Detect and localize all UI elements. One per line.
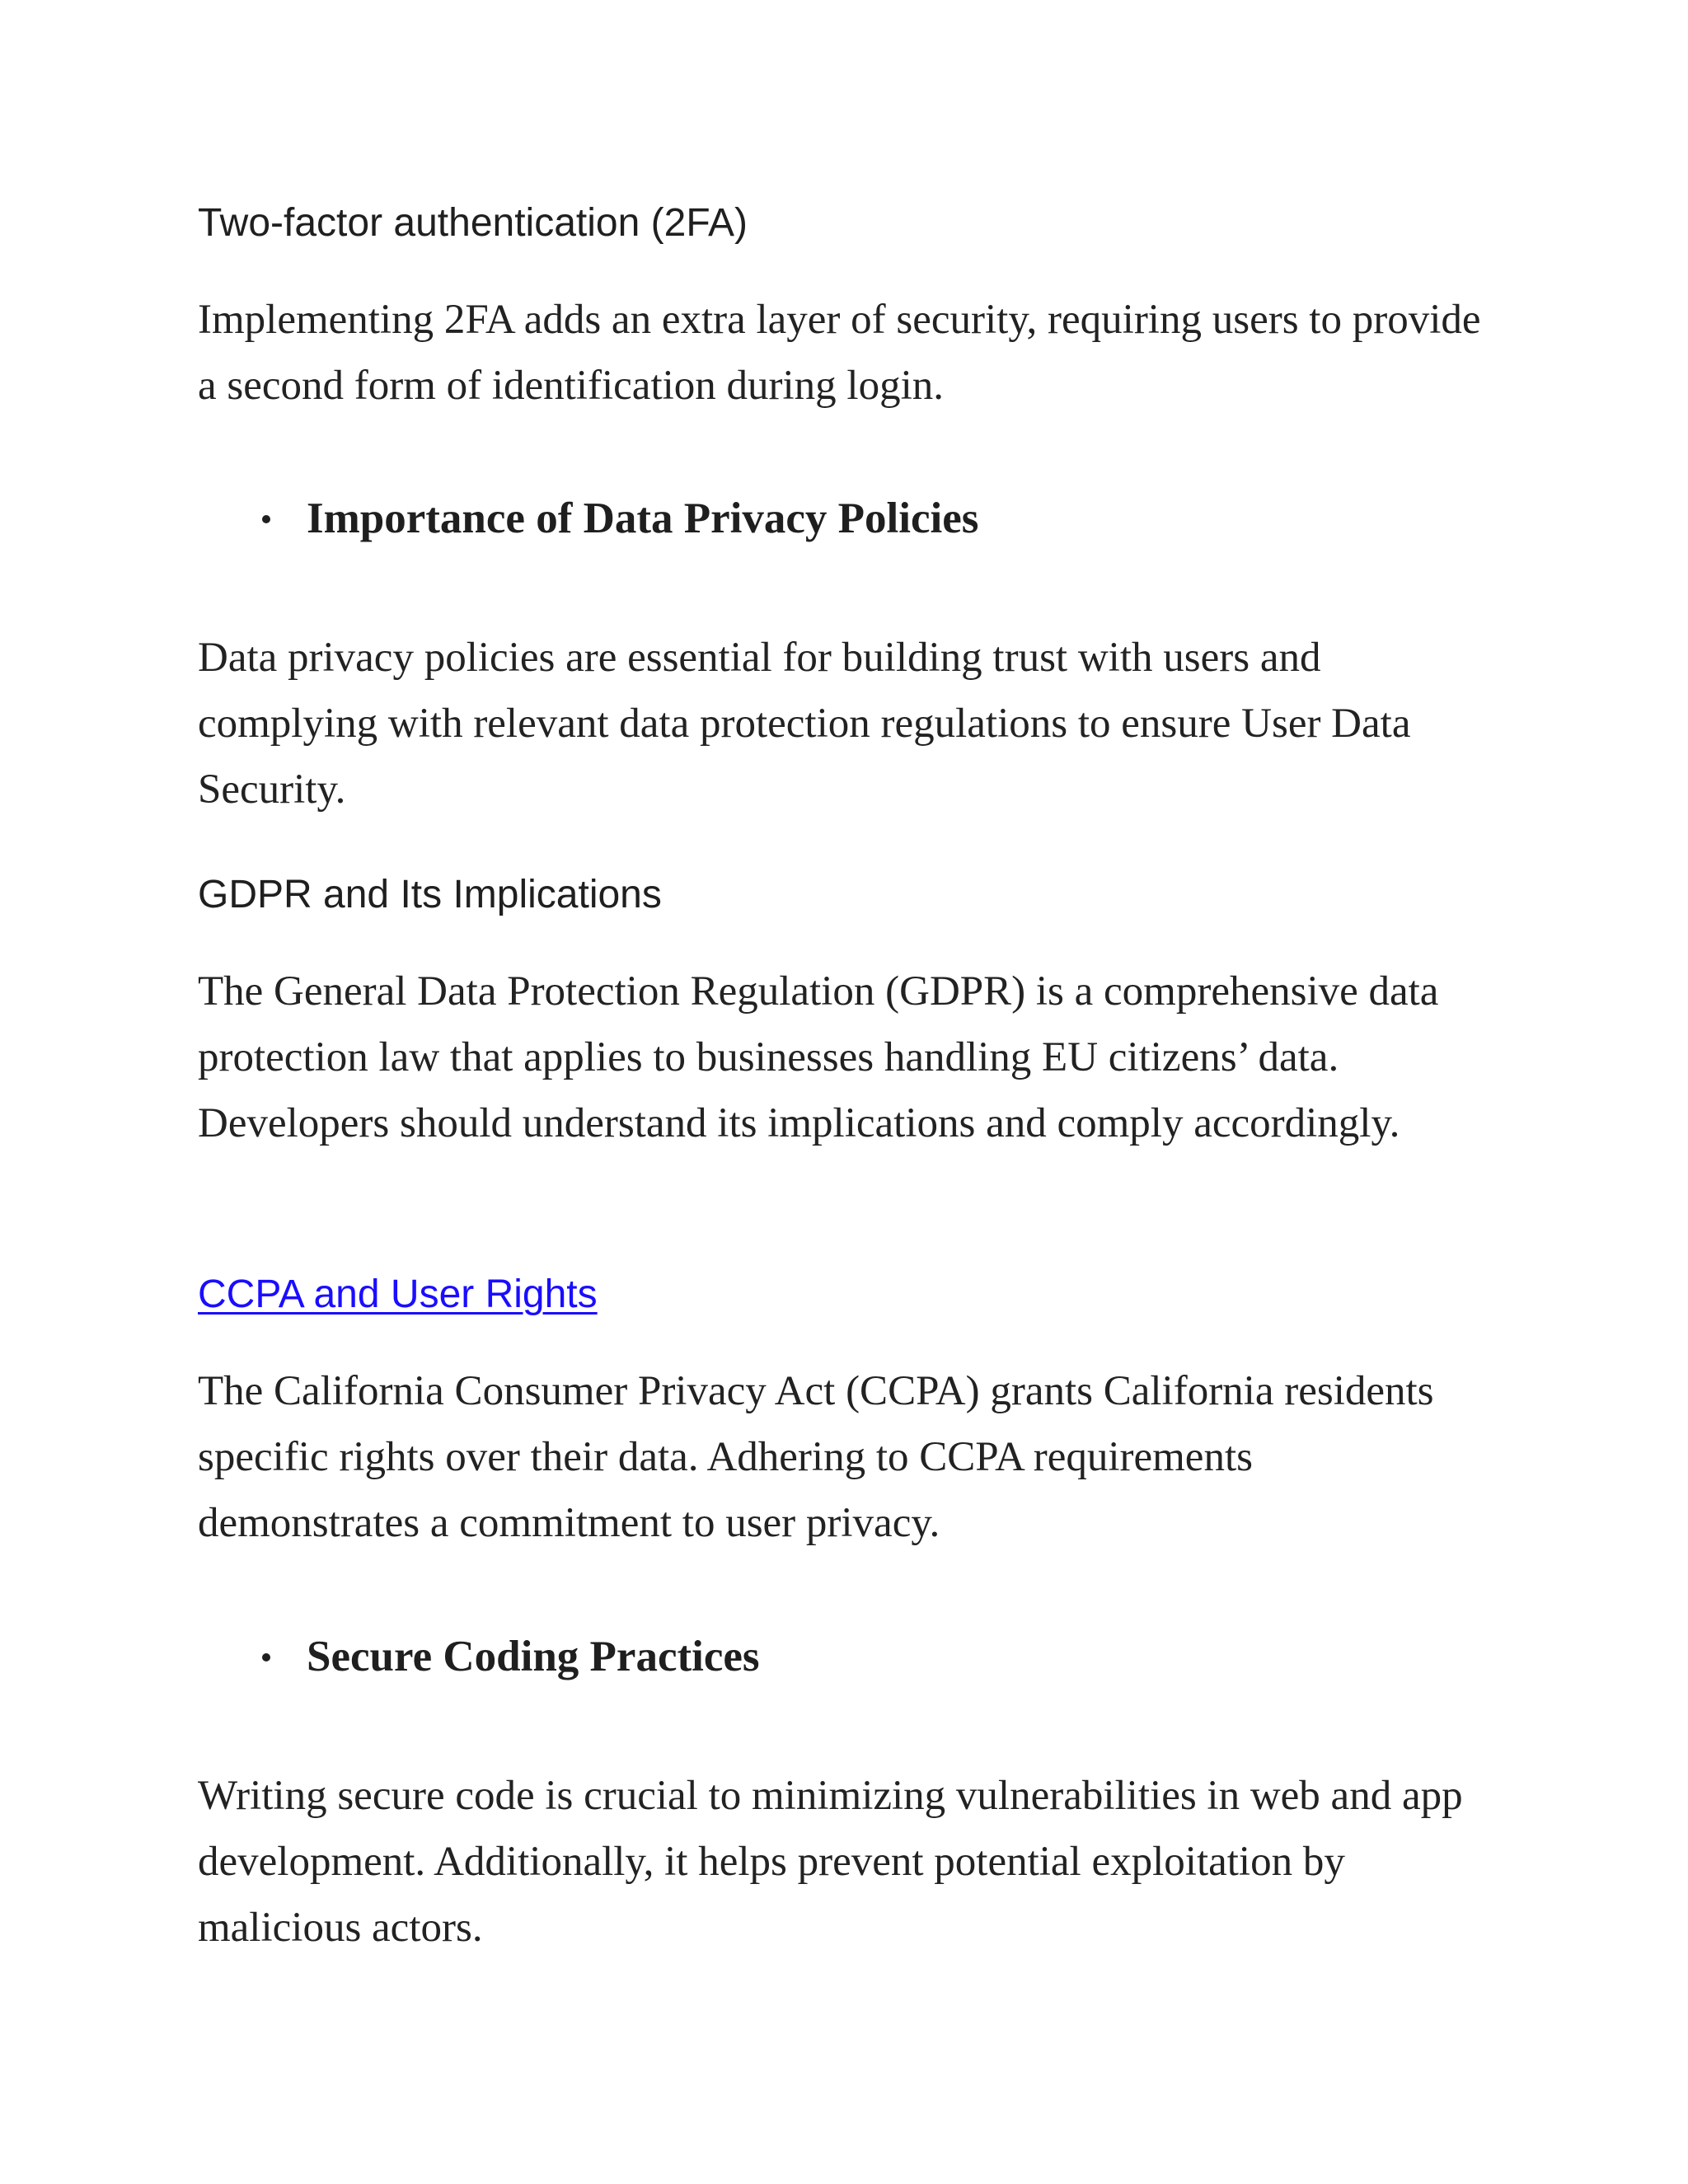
gdpr-heading: GDPR and Its Implications	[198, 873, 662, 916]
secure-coding-bullet	[307, 1630, 760, 1683]
privacy-policies-bullet	[307, 492, 978, 545]
privacy-policies-paragraph: Data privacy policies are essential for building trust with users and complying with relevant data protection regulations to ensure User Data Security.	[198, 635, 1411, 813]
bullet-icon	[262, 1653, 270, 1661]
privacy-policies-heading: Importance of Data Privacy Policies	[307, 494, 979, 542]
secure-coding-paragraph: Writing secure code is crucial to minimizing vulnerabilities in web and app development. Additionally, it helps prevent potential exploitation by malicious actors.	[198, 1773, 1463, 1951]
ccpa-paragraph: The California Consumer Privacy Act (CCPA) grants California residents specific rights over their data. Adhering to CCPA requirements demonstrates a commitment to user privacy.	[198, 1368, 1434, 1546]
two-factor-heading: Two-factor authentication (2FA)	[198, 201, 748, 245]
secure-coding-heading: Secure Coding Practices	[307, 1633, 760, 1680]
two-factor-paragraph: Implementing 2FA adds an extra layer of security, requiring users to provide a second form of identification during login.	[198, 297, 1481, 409]
document-page	[198, 0, 1484, 2184]
bullet-icon	[262, 515, 270, 523]
gdpr-paragraph: The General Data Protection Regulation (GDPR) is a comprehensive data protection law that applies to businesses handling EU citizens’ data. Developers should understand its implications and comply accordingly.	[198, 968, 1439, 1146]
ccpa-heading	[198, 1272, 598, 1318]
ccpa-link[interactable]: CCPA and User Rights	[198, 1272, 598, 1316]
